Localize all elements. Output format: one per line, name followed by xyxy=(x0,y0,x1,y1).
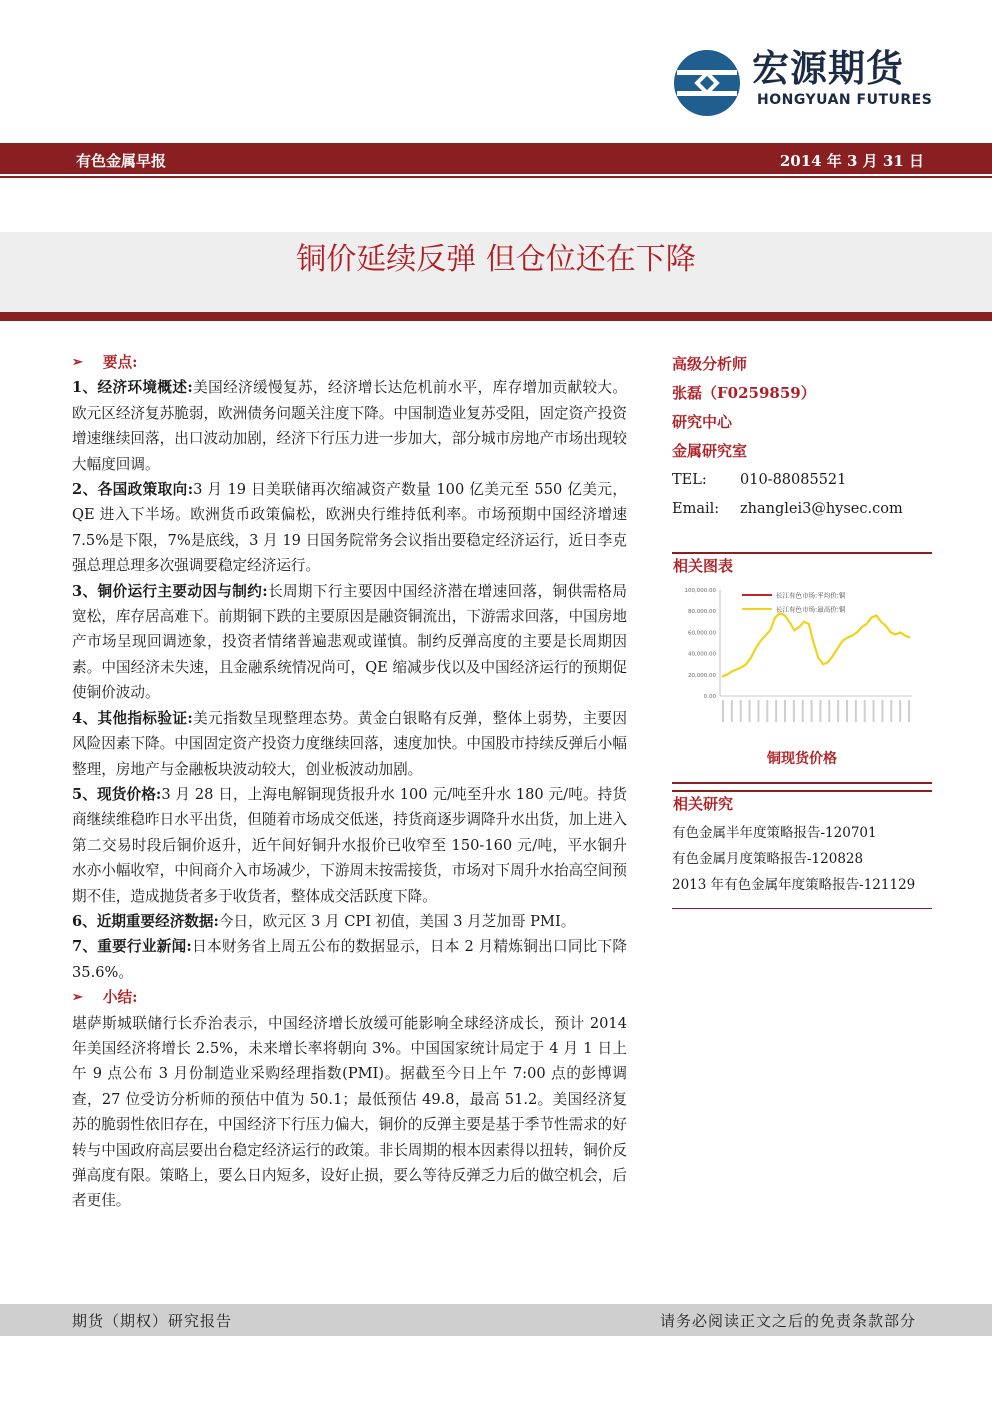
report-date: 2014 年 3 月 31 日 xyxy=(779,152,924,170)
copper-price-chart xyxy=(672,582,932,744)
x-tick-mark xyxy=(890,700,892,722)
x-tick-mark xyxy=(749,700,751,722)
arrow-bullet-icon: ➢ xyxy=(72,990,83,1006)
key-point-label: 7、重要行业新闻: xyxy=(72,938,192,956)
research-list xyxy=(672,820,932,898)
y-tick-label: 40,000.00 xyxy=(688,651,716,658)
tel-label: TEL: xyxy=(672,472,707,488)
title-divider xyxy=(0,312,992,321)
hongyuan-logo xyxy=(672,48,742,118)
chart-caption: 铜现货价格 xyxy=(767,751,837,767)
report-type: 有色金属早报 xyxy=(76,152,167,170)
analyst-title: 高级分析师 xyxy=(672,355,748,373)
key-point-text: 3 月 19 日美联储再次缩减资产数量 100 亿美元至 550 亿美元，QE 进入下半场。欧洲货币政策偏松，欧洲央行维持低利率。市场预期中国经济增速 7.5%是下限，7%是底线，3 月 19 日国务院常务会议指出要稳定经济运行，近日李克强总理总理多次强调要稳定经济运行。 xyxy=(72,481,627,575)
y-tick-label: 100,000.00 xyxy=(684,588,716,594)
x-tick-mark xyxy=(775,700,777,722)
x-tick-mark xyxy=(837,700,839,722)
x-tick-mark xyxy=(873,700,875,722)
key-point-item xyxy=(72,782,627,909)
footer-report-type: 期货（期权）研究报告 xyxy=(72,1312,233,1330)
research-item[interactable]: 2013 年有色金属年度策略报告-121129 xyxy=(672,876,916,893)
legend-label: 长江有色市场:平均价:铜 xyxy=(776,591,846,600)
key-point-text: 日本财务省上周五公布的数据显示，日本 2 月精炼铜出口同比下降 35.6%。 xyxy=(72,938,627,981)
key-point-item xyxy=(72,375,627,477)
key-point-text: 今日，欧元区 3 月 CPI 初值，美国 3 月芝加哥 PMI。 xyxy=(218,912,576,930)
header-band-line xyxy=(0,176,992,178)
key-point-text: 长周期下行主要因中国经济潜在增速回落，铜供需格局宽松，库存居高难下。前期铜下跌的主要原因是融资铜流出，下游需求回落，中国房地产市场呈现回调迹象，投资者情绪普遍悲观或谨慎。制约反弹高度的主要是长周期因素。中国经济未失速，且金融系统情况尚可，QE 缩减步伐以及中国经济运行的预期促使铜价波动。 xyxy=(72,582,627,702)
x-tick-mark xyxy=(828,700,830,722)
brand-name-en: HONGYUAN FUTURES xyxy=(757,92,933,108)
key-points-list xyxy=(72,375,627,985)
key-point-label: 1、经济环境概述: xyxy=(72,379,193,397)
arrow-bullet-icon: ➢ xyxy=(72,355,83,370)
x-tick-mark xyxy=(793,700,795,722)
research-item[interactable]: 有色金属月度策略报告-120828 xyxy=(672,850,864,867)
key-point-label: 3、铜价运行主要动因与制约: xyxy=(72,582,268,600)
sidebar xyxy=(672,350,932,909)
footer-disclaimer: 请务必阅读正文之后的免责条款部分 xyxy=(659,1312,916,1330)
email-value[interactable]: zhanglei3@hysec.com xyxy=(740,501,903,517)
research-box-title: 相关研究 xyxy=(673,794,734,813)
x-tick-mark xyxy=(766,700,768,722)
key-point-label: 6、近期重要经济数据: xyxy=(72,912,219,930)
summary-text: 堪萨斯城联储行长乔治表示，中国经济增长放缓可能影响全球经济成长，预计 2014 年美国经济将增长 2.5%，未来增长率将朝向 3%。中国国家统计局定于 4 月 1 日上午 9 点公布 3 月份制造业采购经理指数(PMI)。据截至今日上午 7:00 点的彭博调查，27 位受访分析师的预估中值为 50.1；最低预估 49.8，最高 51.2。美国经济复苏的脆弱性依旧存在，中国经济下行压力偏大，铜价的反弹主要是基于季节性需求的好转与中国政府高层要出台稳定经济运行的政策。非长周期的根本因素得以扭转，铜价反弹高度有限。策略上，要么日内短多，设好止损，要么等待反弹乏力后的做空机会，后者更佳。 xyxy=(72,1014,627,1210)
x-tick-mark xyxy=(722,700,724,722)
key-point-item xyxy=(72,706,627,782)
key-point-item xyxy=(72,934,627,985)
sub-department: 金属研究室 xyxy=(672,442,748,460)
email-row xyxy=(672,495,932,524)
x-tick-mark xyxy=(811,700,813,722)
x-tick-mark xyxy=(899,700,901,722)
y-tick-label: 80,000.00 xyxy=(688,609,716,616)
x-tick-mark xyxy=(784,700,786,722)
tel-row xyxy=(672,466,932,495)
x-tick-mark xyxy=(864,700,866,722)
x-tick-mark xyxy=(881,700,883,722)
main-content xyxy=(72,350,627,1214)
analyst-name: 张磊（F0259859） xyxy=(672,384,816,402)
y-tick-label: 20,000.00 xyxy=(688,672,716,679)
key-point-item xyxy=(72,579,627,706)
page-title: 铜价延续反弹 但仓位还在下降 xyxy=(296,242,696,277)
research-box-bottom-line xyxy=(672,908,932,910)
key-point-item xyxy=(72,477,627,579)
series-line xyxy=(722,613,910,676)
email-label: Email: xyxy=(672,501,720,517)
key-point-text: 美国经济缓慢复苏，经济增长达危机前水平，库存增加贡献较大。欧元区经济复苏脆弱，欧洲债务问题关注度下降。中国制造业复苏受阻，固定资产投资增速继续回落，出口波动加剧，经济下行压力进一步加大，部分城市房地产市场出现较大幅度回调。 xyxy=(72,379,627,473)
y-tick-label: 60,000.00 xyxy=(688,630,716,637)
legend-label: 长江有色市场:最高价:铜 xyxy=(776,605,846,614)
summary-heading: ➢ 小结: xyxy=(72,985,627,1010)
key-point-label: 2、各国政策取向: xyxy=(72,481,194,499)
key-point-label: 4、其他指标验证: xyxy=(72,709,193,727)
y-tick-label: 0.00 xyxy=(703,694,716,700)
key-point-label: 5、现货价格: xyxy=(72,785,162,803)
key-point-item xyxy=(72,909,627,934)
x-tick-mark xyxy=(802,700,804,722)
x-tick-mark xyxy=(740,700,742,722)
key-point-text: 美元指数呈现整理态势。黄金白银略有反弹，整体上弱势，主要因风险因素下降。中国固定资产投资力度继续回落，速度加快。中国股市持续反弹后小幅整理，房地产与金融板块波动较大，创业板波动加剧。 xyxy=(72,709,627,778)
department: 研究中心 xyxy=(672,413,733,431)
research-item[interactable]: 有色金属半年度策略报告-120701 xyxy=(672,824,877,841)
tel-value: 010-88085521 xyxy=(740,472,847,488)
x-tick-mark xyxy=(757,700,759,722)
x-tick-mark xyxy=(819,700,821,722)
key-points-heading: ➢ 要点: xyxy=(72,350,627,375)
brand-name-cn: 宏源期货 xyxy=(752,47,904,90)
x-tick-mark xyxy=(855,700,857,722)
x-tick-mark xyxy=(846,700,848,722)
x-tick-mark xyxy=(731,700,733,722)
chart-box-title: 相关图表 xyxy=(673,557,734,575)
x-tick-mark xyxy=(908,700,910,722)
key-point-text: 3 月 28 日，上海电解铜现货报升水 100 元/吨至升水 180 元/吨。持货商继续维稳昨日水平出货，但随着市场成交低迷，持货商逐步调降升水出货，加上进入第二交易时段后铜价返升，近午间好铜升水报价已收窄至 150-160 元/吨，平水铜升水亦小幅收窄，中间商介入市场减少，下游周末按需接货，市场对下周升水抬高空间预期不佳，造成抛货者多于收货者，整体成交活跃度下降。 xyxy=(72,785,628,905)
